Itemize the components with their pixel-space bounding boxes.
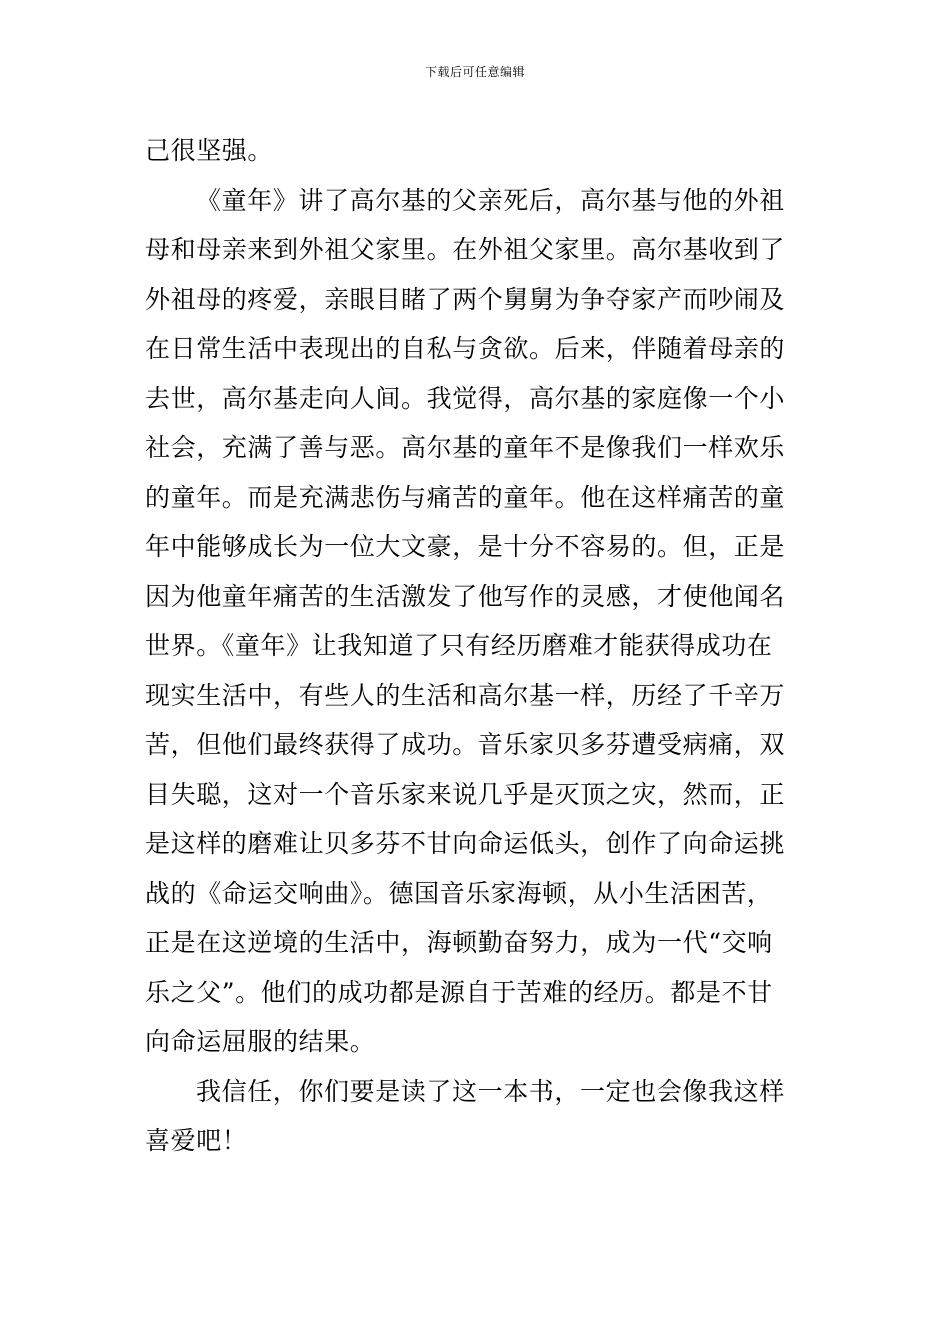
text-line: 年中能够成长为一位大文豪，是十分不容易的。但，正是	[145, 532, 786, 561]
text-line: 乐之父”。他们的成功都是源自于苦难的经历。都是不甘	[145, 977, 773, 1007]
text-line: 我信任，你们要是读了这一本书，一定也会像我这样	[196, 1076, 785, 1106]
text-line: 战的《命运交响曲》。德国音乐家海顿，从小生活困苦，	[145, 878, 773, 908]
text-line: 去世，高尔基走向人间。我觉得，高尔基的家庭像一个小	[145, 383, 786, 413]
text-line: 母和母亲来到外祖父家里。在外祖父家里。高尔基收到了	[145, 235, 786, 264]
text-line: 现实生活中，有些人的生活和高尔基一样，历经了千辛万	[145, 680, 786, 710]
text-line: 因为他童年痛苦的生活激发了他写作的灵感，才使他闻名	[145, 581, 786, 611]
text-line: 在日常生活中表现出的自私与贪欲。后来，伴随着母亲的	[145, 334, 786, 363]
page-header: 下载后可任意编辑	[424, 65, 525, 79]
text-line: 世界。《童年》让我知道了只有经历磨难才能获得成功在	[145, 631, 773, 660]
text-line: 正是在这逆境的生活中，海顿勤奋努力，成为一代“交响	[145, 928, 773, 957]
text-line: 苦，但他们最终获得了成功。音乐家贝多芬遭受病痛，双	[145, 730, 786, 759]
text-line: 喜爱吧！	[145, 1126, 248, 1155]
text-line: 己很坚强。	[145, 136, 274, 165]
text-line: 目失聪，这对一个音乐家来说几乎是灭顶之灾，然而，正	[145, 779, 786, 809]
text-line: 的童年。而是充满悲伤与痛苦的童年。他在这样痛苦的童	[145, 482, 786, 512]
text-line: 外祖母的疼爱，亲眼目睹了两个舅舅为争夺家产而吵闹及	[145, 284, 786, 314]
text-line: 社会，充满了善与恶。高尔基的童年不是像我们一样欢乐	[145, 433, 786, 462]
text-line: 向命运屈服的结果。	[145, 1027, 376, 1056]
text-line: 《童年》讲了高尔基的父亲死后，高尔基与他的外祖	[196, 185, 785, 215]
text-line: 是这样的磨难让贝多芬不甘向命运低头，创作了向命运挑	[145, 829, 786, 858]
document-body	[145, 126, 807, 1166]
